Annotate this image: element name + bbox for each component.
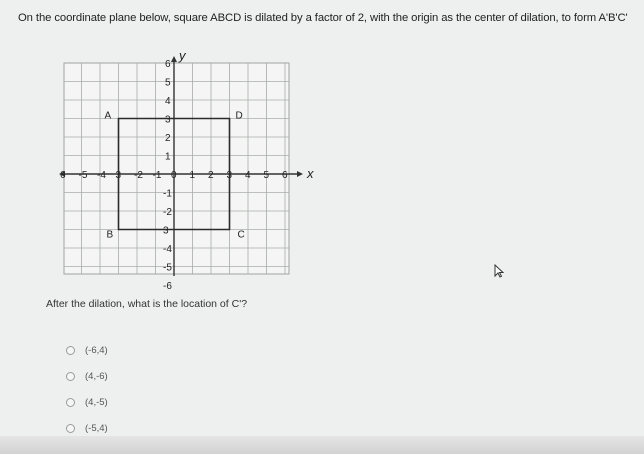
y-tick-label: 5: [165, 77, 171, 89]
y-axis-arrow: [171, 56, 177, 62]
x-tick-label: -4: [97, 170, 106, 181]
radio-button[interactable]: [66, 346, 75, 355]
point-label-c: C: [237, 229, 245, 241]
y-tick-label: 6: [165, 59, 171, 70]
bottom-toolbar: [0, 436, 644, 454]
x-tick-label: 5: [263, 170, 270, 181]
y-tick-label: 2: [165, 133, 171, 144]
point-label-a: A: [104, 110, 112, 122]
answer-prompt: After the dilation, what is the location of C'?: [46, 298, 248, 310]
y-tick-label: -1: [163, 188, 172, 200]
answer-option-label: (-6,4): [85, 344, 108, 356]
x-tick-label: 0: [171, 170, 177, 181]
y-tick-label: 1: [165, 151, 171, 163]
x-tick-label: -5: [78, 170, 88, 181]
radio-button[interactable]: [66, 424, 75, 433]
y-tick-label: -2: [163, 207, 172, 218]
x-axis-arrow: [297, 171, 303, 177]
x-tick-label: 3: [226, 170, 233, 181]
x-tick-label: 4: [245, 170, 251, 181]
answer-option-label: (-5,4): [85, 422, 108, 434]
answer-options: [66, 337, 108, 441]
answer-option-3[interactable]: [66, 389, 108, 415]
x-tick-label: 6: [282, 170, 288, 181]
x-tick-label: 2: [208, 170, 214, 181]
y-axis-label: y: [179, 48, 186, 63]
answer-option-2[interactable]: [66, 363, 108, 389]
grid-background: [64, 63, 289, 274]
radio-button[interactable]: [66, 372, 75, 381]
x-tick-label: -2: [134, 170, 143, 181]
answer-option-label: (4,-5): [85, 396, 108, 408]
answer-option-1[interactable]: [66, 337, 108, 363]
y-tick-label: 3: [165, 114, 171, 126]
x-tick-label: 3: [115, 170, 122, 181]
point-label-b: B: [106, 229, 114, 241]
coordinate-plane-svg: [54, 48, 314, 292]
question-text: On the coordinate plane below, square ABCD is dilated by a factor of 2, with the origin as the center of dilation, to form A'B'C': [18, 12, 628, 24]
coordinate-plane: [54, 48, 314, 292]
radio-button[interactable]: [66, 398, 75, 407]
point-label-d: D: [235, 110, 243, 122]
x-tick-label: -1: [152, 170, 162, 181]
answer-option-label: (4,-6): [85, 370, 108, 382]
mouse-cursor-icon: [494, 264, 504, 283]
y-tick-label: -5: [163, 262, 172, 274]
x-tick-label: 6: [60, 170, 66, 181]
y-tick-label: 4: [165, 96, 171, 107]
y-tick-label: -6: [163, 281, 172, 292]
y-tick-label: 3: [163, 225, 169, 237]
y-tick-label: -4: [163, 244, 172, 255]
x-tick-label: 1: [189, 170, 196, 181]
x-axis-label: x: [307, 166, 314, 181]
